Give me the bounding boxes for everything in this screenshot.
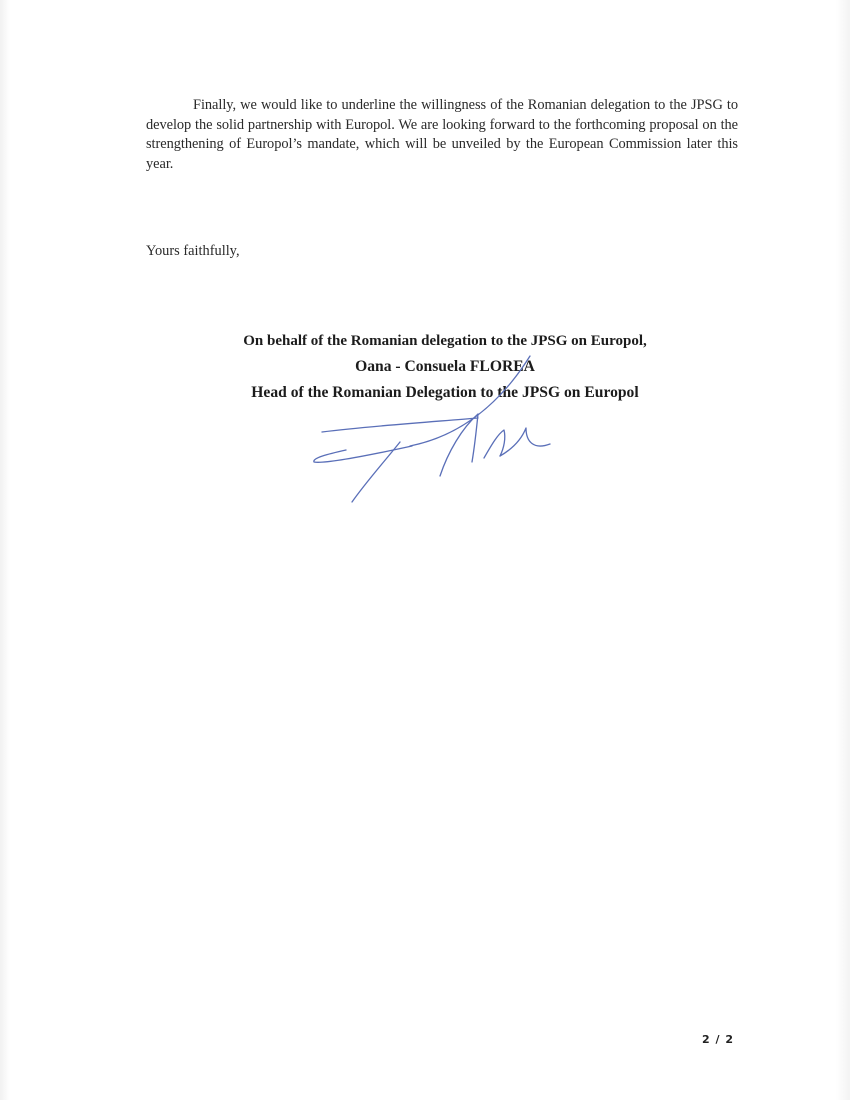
- scan-edge-right: [836, 0, 850, 1100]
- signatory-title: Head of the Romanian Delegation to the JPSG on Europol: [251, 384, 639, 401]
- signature-block: [210, 328, 680, 406]
- signatory-name: Oana - Consuela FLOREA: [355, 358, 535, 375]
- on-behalf-line: On behalf of the Romanian delegation to the JPSG on Europol,: [243, 333, 647, 349]
- signature-stroke-hump2: [484, 430, 505, 458]
- signature-stroke-hump1: [440, 414, 478, 476]
- signature-stroke-loop: [314, 446, 412, 462]
- body-paragraph: Finally, we would like to underline the willingness of the Romanian delegation to the JPSG to develop the solid partnership with Europol. We are looking forward to the forthcoming proposal on the strengthening of Europol’s mandate, which will be unveiled by the European Commission later this year.: [146, 97, 738, 172]
- signature-stroke-down: [352, 442, 400, 502]
- page-number: 2 / 2: [702, 1033, 734, 1046]
- closing-salutation: Yours faithfully,: [146, 243, 240, 259]
- signature-stroke-top: [322, 418, 478, 432]
- signature-stroke-tail: [500, 428, 550, 456]
- scan-edge-left: [0, 0, 10, 1100]
